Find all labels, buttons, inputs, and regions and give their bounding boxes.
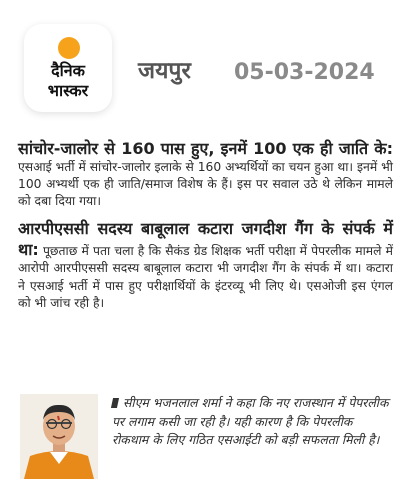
cm-quote-section xyxy=(0,388,407,484)
article-paragraph-1 xyxy=(18,140,393,210)
person-portrait-icon xyxy=(20,394,98,479)
sun-icon xyxy=(58,37,80,59)
news-article xyxy=(18,140,393,324)
logo-text-line2: भास्कर xyxy=(47,81,89,100)
edition-date: 05-03-2024 xyxy=(234,60,375,85)
article-headline-1: सांचोर-जालोर से 160 पास हुए, इनमें 100 एक ही जाति के: xyxy=(18,139,393,158)
newspaper-header xyxy=(0,0,407,120)
quote-mark-icon xyxy=(111,398,119,408)
article-paragraph-2 xyxy=(18,218,393,312)
article-headline-2: आरपीएससी सदस्य बाबूलाल कटारा जगदीश गैंग के संपर्क में था: xyxy=(18,219,393,260)
cm-quote-content: सीएम भजनलाल शर्मा ने कहा कि नए राजस्थान में पेपरलीक पर लगाम कसी जा रही है। यही कारण है कि पेपरलीक रोकथाम के लिए गठित एसआईटी को बड़ी सफलता मिली है। xyxy=(112,395,389,447)
city-label: जयपुर xyxy=(138,58,191,84)
article-body-2: पूछताछ में पता चला है कि सैकंड ग्रेड शिक्षक भर्ती परीक्षा में पेपरलीक मामले में आरोपी आरपीएससी सदस्य बाबूलाल कटारा भी जगदीश गैंग के संपर्क में था। कटारा ने एसआई भर्ती में पास हुए परीक्षार्थियों के इंटरव्यू भी लिए थे। एसओजी इस एंगल को भी जांच रही है। xyxy=(18,244,393,310)
cm-quote-text xyxy=(112,394,392,450)
dainik-bhaskar-logo xyxy=(24,24,112,112)
logo-text-line1: दैनिक xyxy=(51,61,85,80)
article-body-1: एसआई भर्ती में सांचोर-जालोर इलाके से 160 अभ्यर्थियों का चयन हुआ था। इनमें भी 100 अभ्यर्थी एक ही जाति/समाज विशेष के हैं। इस पर सवाल उठे थे लेकिन मामले को दबा दिया गया। xyxy=(18,160,393,208)
portrait-illustration xyxy=(20,394,98,479)
